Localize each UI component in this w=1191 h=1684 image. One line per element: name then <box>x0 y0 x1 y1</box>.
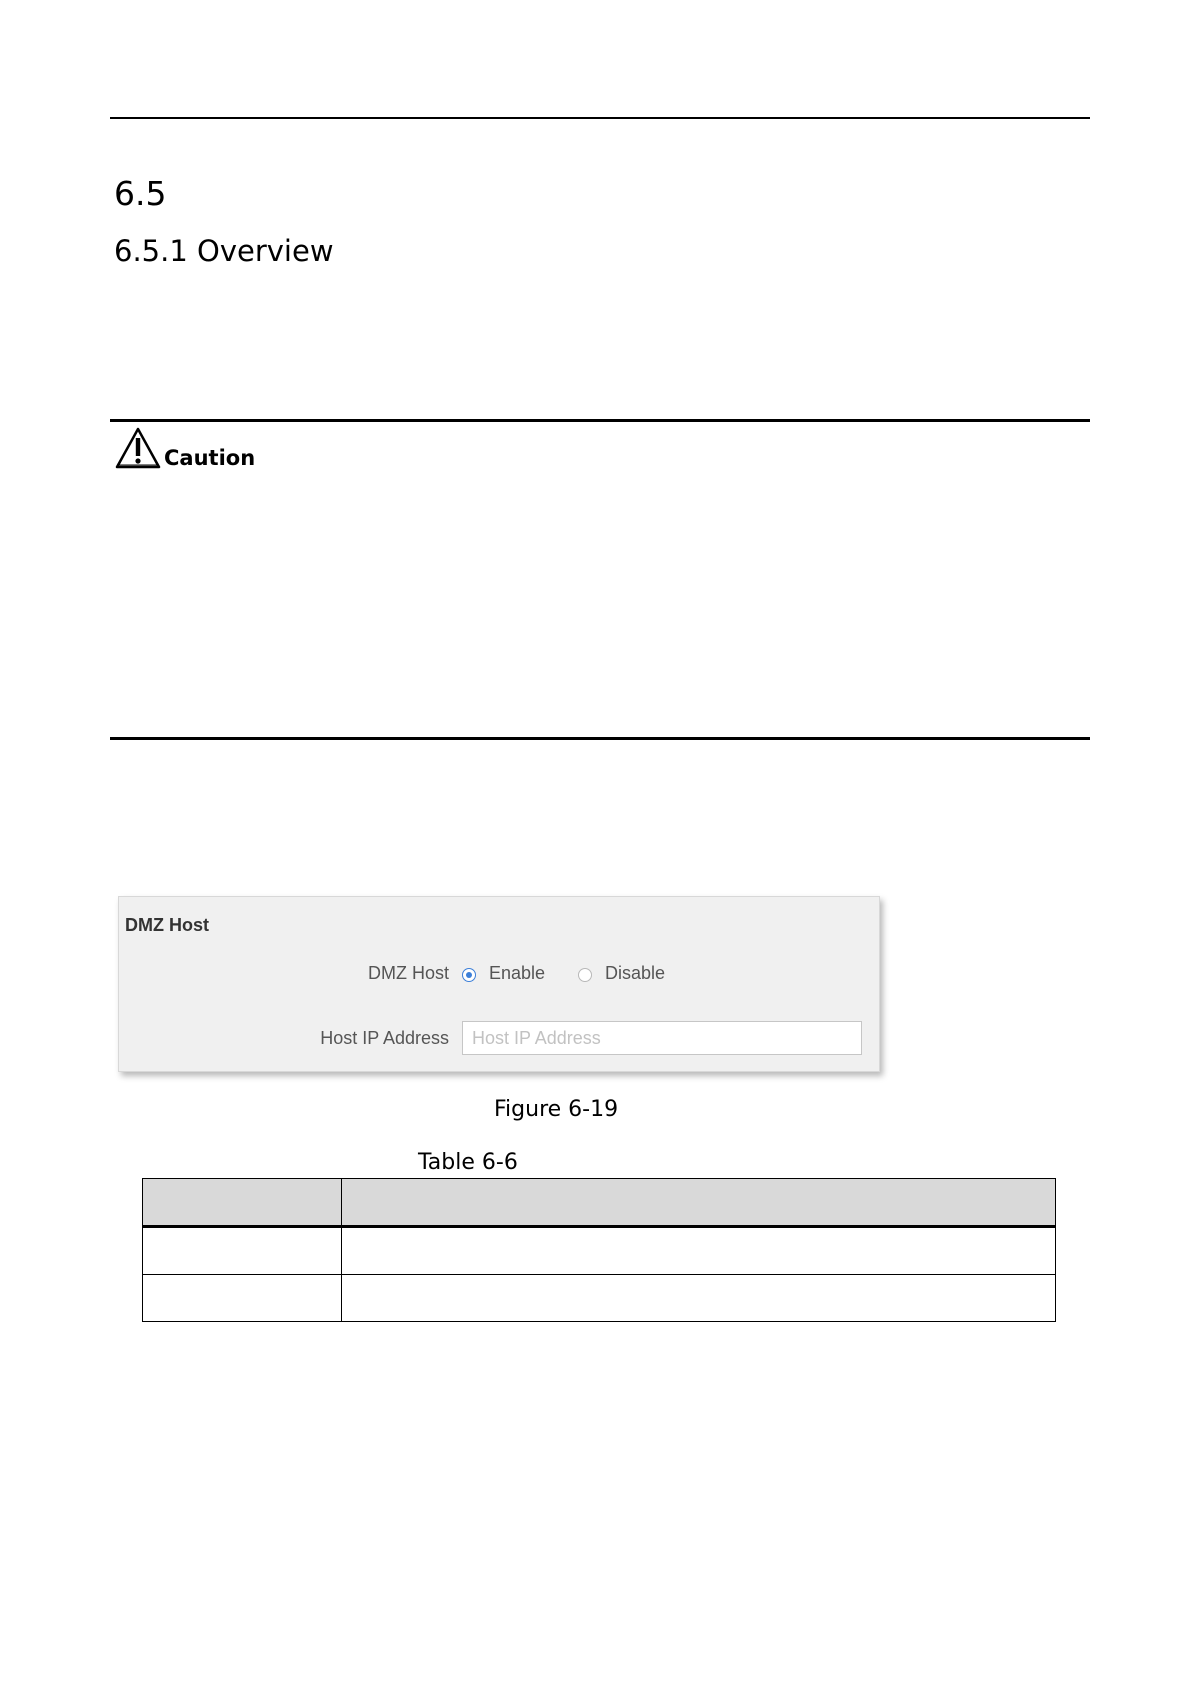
host-ip-address-input[interactable] <box>462 1021 862 1055</box>
host-ip-address-label: Host IP Address <box>320 1028 449 1048</box>
caution-bottom-rule <box>110 737 1090 740</box>
warning-triangle-icon <box>114 426 162 470</box>
table-cell <box>143 1179 342 1227</box>
table-caption: Table 6-6 <box>418 1150 518 1175</box>
subsection-heading: 6.5.1 Overview <box>114 234 334 268</box>
table-cell <box>143 1227 342 1275</box>
disable-radio-label[interactable]: Disable <box>605 963 666 983</box>
table-row <box>143 1227 1056 1275</box>
section-number-heading: 6.5 <box>114 174 167 213</box>
enable-radio[interactable] <box>462 968 476 982</box>
caution-label: Caution <box>164 446 256 470</box>
table-row <box>143 1275 1056 1322</box>
dmz-host-settings-panel <box>118 896 880 1072</box>
figure-caption: Figure 6-19 <box>494 1097 619 1122</box>
panel-title: DMZ Host <box>125 915 209 935</box>
table-cell <box>342 1227 1056 1275</box>
enable-radio-label[interactable]: Enable <box>489 963 546 983</box>
disable-radio[interactable] <box>578 968 592 982</box>
table-cell <box>143 1275 342 1322</box>
caution-top-rule <box>110 419 1090 422</box>
table-cell <box>342 1179 1056 1227</box>
header-rule <box>110 117 1090 119</box>
dmz-host-label: DMZ Host <box>368 963 449 983</box>
description-table <box>142 1178 1056 1322</box>
table-cell <box>342 1275 1056 1322</box>
table-header-row <box>143 1179 1056 1227</box>
